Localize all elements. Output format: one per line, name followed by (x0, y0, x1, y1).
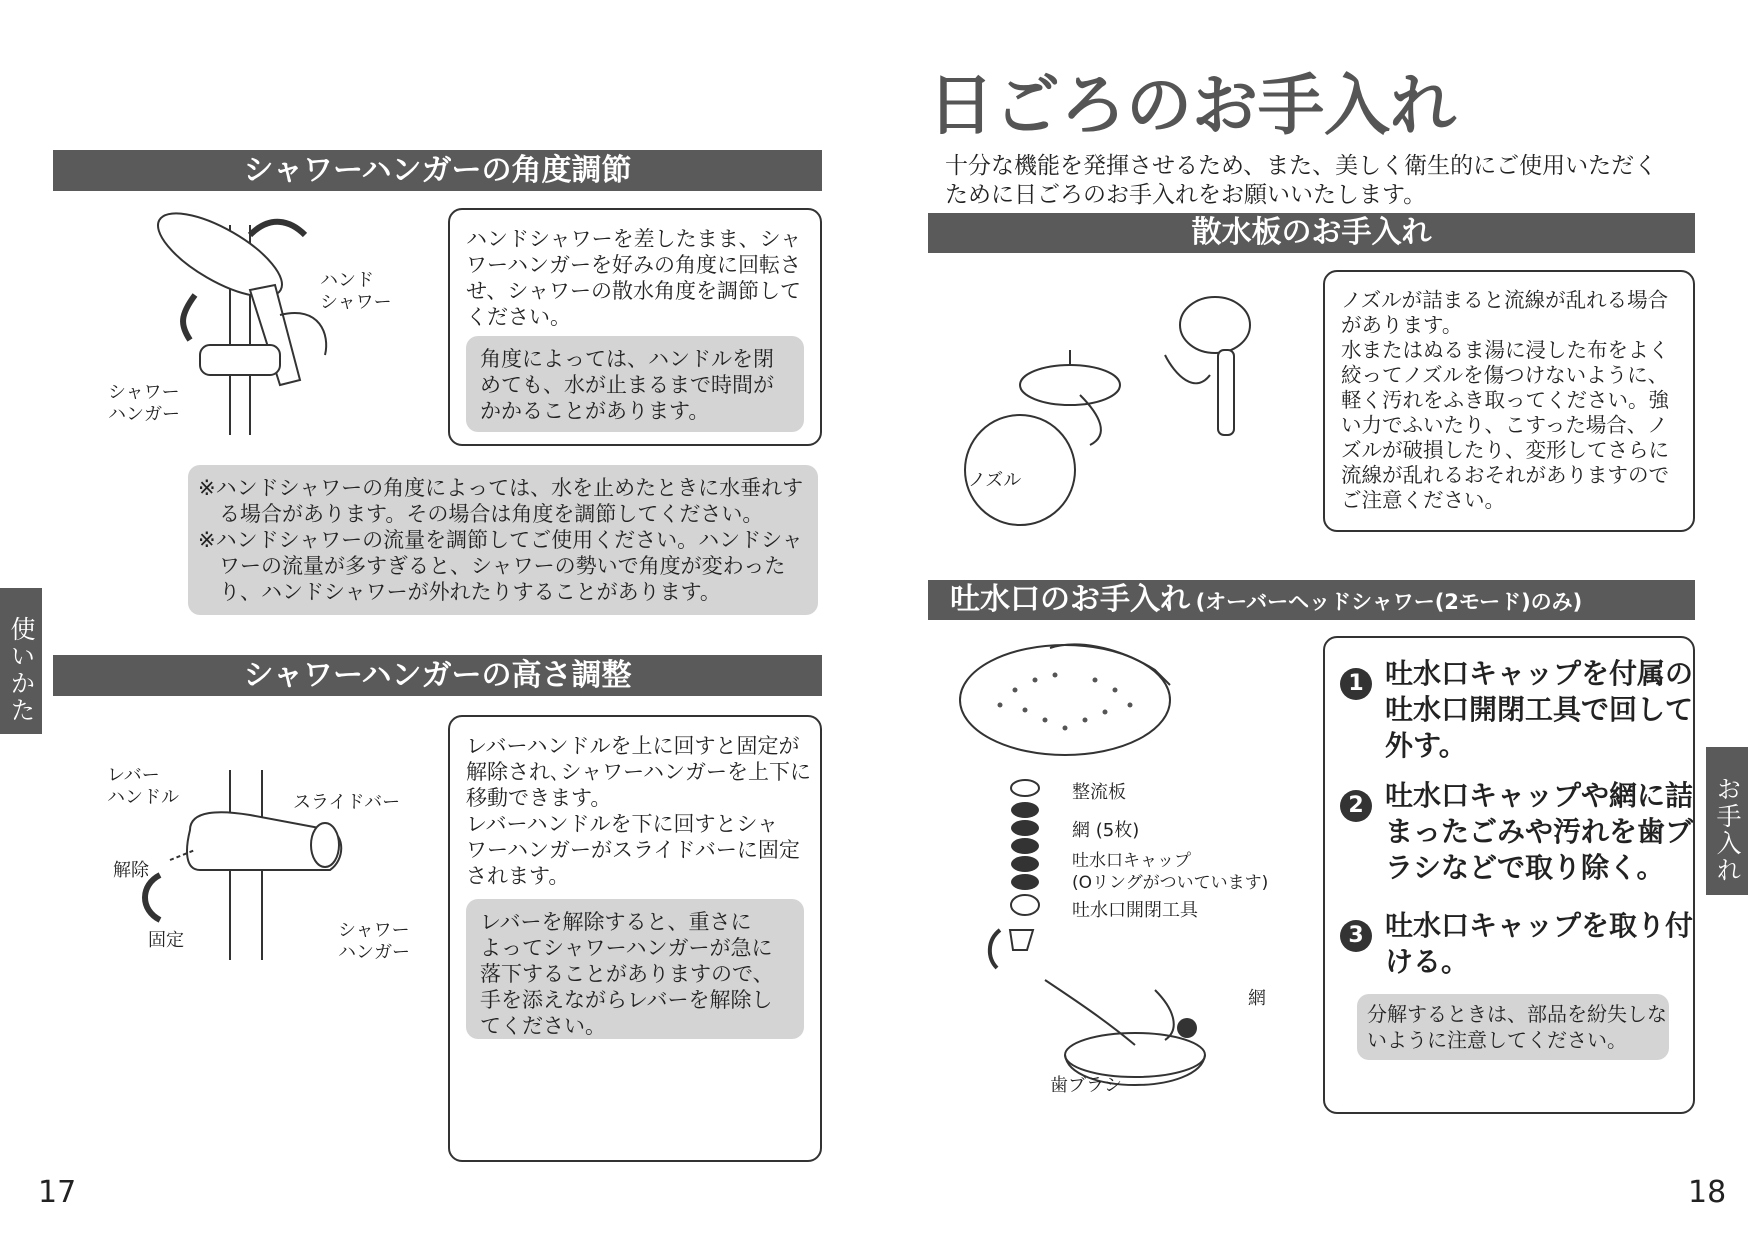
height-instructions-box (448, 715, 822, 1162)
intro-text: 十分な機能を発揮させるため、また、美しく衛生的にご使用いただく ために日ごろのお手入れをお願いいたします。 (945, 153, 1658, 208)
label-outlet-tool: 吐水口開閉工具 (1072, 900, 1198, 921)
label-shower-hanger-2: シャワー ハンガー (338, 920, 410, 963)
page-number-right: 18 (1688, 1175, 1727, 1210)
label-slide-bar: スライドバー (293, 792, 401, 813)
step-3-number: 3 (1340, 920, 1372, 952)
height-note (466, 899, 804, 1039)
page-title: 日ごろのお手入れ (928, 67, 1456, 144)
spray-plate-box (1323, 270, 1695, 532)
label-outlet-cap: 吐水口キャップ (Oリングがついています) (1072, 851, 1269, 893)
height-note-text: レバーを解除すると、重さに よってシャワーハンガーが急に 落下することがありますので、 手を添えながらレバーを解除し てください。 (480, 910, 774, 1038)
label-mesh: 網 (1248, 988, 1266, 1009)
height-instructions-text: レバーハンドルを上に回すと固定が 解除され､シャワーハンガーを上下に 移動できます。 レバーハンドルを下に回すとシャ ワーハンガーがスライドバーに固定 されます。 (466, 734, 812, 888)
label-shower-hanger-1: シャワー ハンガー (108, 382, 180, 425)
outlet-title: 吐水口のお手入れ (950, 582, 1190, 617)
outlet-title-sub: (オーバーヘッドシャワー(2モード)のみ) (1195, 590, 1583, 614)
section-header-height: シャワーハンガーの高さ調整 (53, 655, 822, 696)
label-straightener: 整流板 (1072, 782, 1126, 803)
outlet-note-text: 分解するときは、部品を紛失しな いように注意してください。 (1367, 1002, 1667, 1052)
step-3-text: 吐水口キャップを取り付 ける。 (1385, 909, 1694, 978)
label-release: 解除 (113, 860, 149, 881)
label-fix: 固定 (148, 930, 184, 951)
label-mesh-5: 網 (5枚) (1072, 820, 1140, 841)
section-header-angle: シャワーハンガーの角度調節 (53, 150, 822, 191)
section-header-spray-plate: 散水板のお手入れ (928, 213, 1695, 253)
spray-plate-text: ノズルが詰まると流線が乱れる場合 があります。 水またはぬるま湯に浸した布をよく 絞ってノズルを傷つけないように、 軽く汚れをふき取ってください。強 い力でふいたり、こすった場合、ノ ズルが破損したり、変形してさらに 流線が乱れるおそれがありますので ご注意ください。 (1341, 288, 1669, 512)
outlet-note (1357, 994, 1669, 1060)
outlet-steps-box (1323, 636, 1695, 1114)
section-header-outlet (928, 580, 1695, 620)
label-toothbrush: 歯ブラシ (1050, 1075, 1122, 1096)
page-number-left: 17 (38, 1175, 77, 1210)
side-tab-usage[interactable]: 使いかた (0, 588, 42, 734)
step-2-text: 吐水口キャップや網に詰 まったごみや汚れを歯ブ ラシなどで取り除く。 (1385, 779, 1694, 884)
angle-instructions-box (448, 208, 822, 446)
step-1-text: 吐水口キャップを付属の 吐水口開閉工具で回して 外す。 (1385, 657, 1694, 762)
step-1-number: 1 (1340, 668, 1372, 700)
step-2-number: 2 (1340, 790, 1372, 822)
caution-box (188, 465, 818, 615)
label-nozzle: ノズル (968, 470, 1022, 491)
label-hand-shower: ハンド シャワー (320, 270, 392, 313)
caution-2: ※ハンドシャワーの流量を調節してご使用ください。ハンドシャ ワーの流量が多すぎると、シャワーの勢いで角度が変わった り、ハンドシャワーが外れたりすることがあります。 (198, 528, 803, 604)
label-lever-handle: レバー ハンドル (107, 765, 179, 808)
angle-note (466, 336, 804, 432)
side-tab-care[interactable]: お手入れ (1706, 747, 1748, 895)
caution-1: ※ハンドシャワーの角度によっては、水を止めたときに水垂れす る場合があります。その場合は角度を調節してください。 (198, 476, 804, 526)
angle-note-text: 角度によっては、ハンドルを閉 めても、水が止まるまで時間が かかることがあります。 (480, 347, 774, 423)
angle-instructions-text: ハンドシャワーを差したまま、シャ ワーハンガーを好みの角度に回転さ せ、シャワーの散水角度を調節して ください。 (466, 227, 802, 329)
spray-plate-cleaning-illustration (960, 285, 1250, 560)
